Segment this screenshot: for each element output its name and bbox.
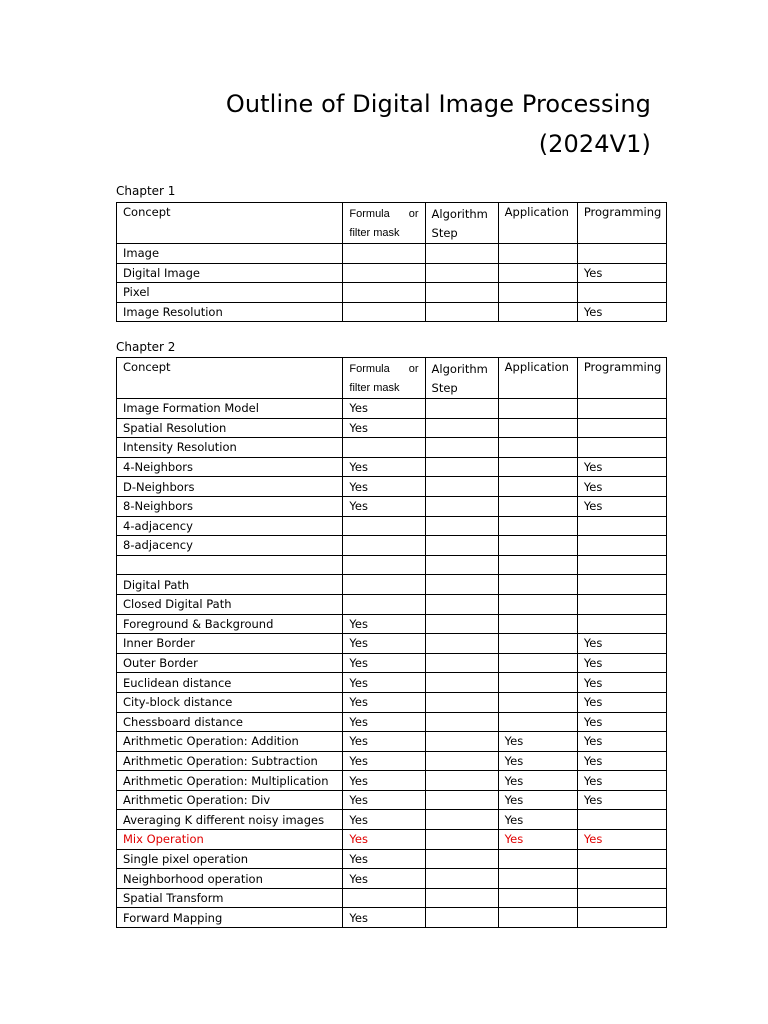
- chapter-1-table: [116, 202, 667, 322]
- cell-concept: [117, 555, 343, 575]
- cell-formula: Yes: [343, 692, 425, 712]
- chapter-2-label: Chapter 2: [116, 340, 176, 354]
- header-formula-word1: Formula: [349, 363, 390, 375]
- table-row: [117, 302, 667, 322]
- cell-algorithm: [425, 790, 498, 810]
- cell-application: [498, 692, 577, 712]
- cell-programming: Yes: [577, 692, 666, 712]
- cell-concept: Forward Mapping: [117, 908, 343, 928]
- cell-application: Yes: [498, 732, 577, 752]
- cell-concept: Image Resolution: [117, 302, 343, 322]
- header-formula: [343, 203, 425, 244]
- cell-application: [498, 457, 577, 477]
- table-row: [117, 555, 667, 575]
- cell-application: Yes: [498, 771, 577, 791]
- cell-algorithm: [425, 399, 498, 419]
- cell-concept: Outer Border: [117, 653, 343, 673]
- cell-formula: Yes: [343, 653, 425, 673]
- table-row: [117, 614, 667, 634]
- cell-formula: Yes: [343, 732, 425, 752]
- cell-algorithm: [425, 732, 498, 752]
- cell-concept: Spatial Transform: [117, 888, 343, 908]
- header-algorithm-line1: Algorithm: [431, 207, 488, 221]
- header-formula-word2: or: [408, 208, 419, 220]
- chapter-2-table: [116, 357, 667, 928]
- table-row: [117, 810, 667, 830]
- cell-programming: [577, 869, 666, 889]
- cell-formula: [343, 555, 425, 575]
- cell-algorithm: [425, 418, 498, 438]
- table-row: [117, 283, 667, 303]
- table-row: [117, 399, 667, 419]
- cell-formula: Yes: [343, 634, 425, 654]
- header-algorithm: [425, 203, 498, 244]
- table-row: [117, 457, 667, 477]
- cell-application: [498, 712, 577, 732]
- cell-programming: [577, 283, 666, 303]
- cell-concept: Intensity Resolution: [117, 438, 343, 458]
- cell-application: [498, 908, 577, 928]
- cell-programming: Yes: [577, 673, 666, 693]
- table-row: [117, 869, 667, 889]
- cell-formula: Yes: [343, 496, 425, 516]
- cell-programming: [577, 244, 666, 264]
- cell-algorithm: [425, 575, 498, 595]
- cell-concept: Averaging K different noisy images: [117, 810, 343, 830]
- cell-programming: [577, 516, 666, 536]
- cell-application: [498, 418, 577, 438]
- cell-algorithm: [425, 536, 498, 556]
- cell-concept: Spatial Resolution: [117, 418, 343, 438]
- header-formula-word1: Formula: [349, 208, 390, 220]
- cell-application: [498, 302, 577, 322]
- table-row: [117, 634, 667, 654]
- cell-application: [498, 888, 577, 908]
- cell-algorithm: [425, 438, 498, 458]
- cell-application: [498, 399, 577, 419]
- cell-application: [498, 653, 577, 673]
- header-algorithm: [425, 358, 498, 399]
- cell-programming: Yes: [577, 751, 666, 771]
- header-programming: Programming: [577, 358, 666, 399]
- cell-formula: Yes: [343, 771, 425, 791]
- header-algorithm-line1: Algorithm: [431, 362, 488, 376]
- cell-formula: [343, 244, 425, 264]
- table-row: [117, 575, 667, 595]
- table-row: [117, 594, 667, 614]
- table-row: [117, 849, 667, 869]
- table-row: [117, 673, 667, 693]
- cell-algorithm: [425, 830, 498, 850]
- cell-programming: [577, 438, 666, 458]
- cell-concept: Single pixel operation: [117, 849, 343, 869]
- cell-concept: 8-adjacency: [117, 536, 343, 556]
- table-row: [117, 790, 667, 810]
- cell-concept: Euclidean distance: [117, 673, 343, 693]
- cell-application: [498, 555, 577, 575]
- cell-formula: Yes: [343, 457, 425, 477]
- header-formula-line2: filter mask: [349, 227, 400, 239]
- cell-concept: 8-Neighbors: [117, 496, 343, 516]
- cell-concept: Pixel: [117, 283, 343, 303]
- cell-concept: Inner Border: [117, 634, 343, 654]
- cell-formula: Yes: [343, 810, 425, 830]
- table-header-row: [117, 203, 667, 244]
- cell-programming: Yes: [577, 653, 666, 673]
- cell-programming: [577, 810, 666, 830]
- cell-formula: Yes: [343, 614, 425, 634]
- cell-concept: Arithmetic Operation: Addition: [117, 732, 343, 752]
- header-formula-line2: filter mask: [349, 382, 400, 394]
- table-row: [117, 477, 667, 497]
- cell-formula: Yes: [343, 830, 425, 850]
- cell-algorithm: [425, 594, 498, 614]
- cell-programming: [577, 888, 666, 908]
- cell-formula: Yes: [343, 477, 425, 497]
- cell-algorithm: [425, 614, 498, 634]
- cell-application: [498, 477, 577, 497]
- header-formula: [343, 358, 425, 399]
- table-row: [117, 751, 667, 771]
- cell-application: [498, 244, 577, 264]
- cell-formula: [343, 516, 425, 536]
- cell-algorithm: [425, 496, 498, 516]
- table-row: [117, 536, 667, 556]
- table-row: [117, 732, 667, 752]
- cell-programming: Yes: [577, 771, 666, 791]
- cell-concept: Neighborhood operation: [117, 869, 343, 889]
- header-application: Application: [498, 203, 577, 244]
- header-formula-word2: or: [408, 363, 419, 375]
- cell-concept: D-Neighbors: [117, 477, 343, 497]
- header-concept: Concept: [117, 203, 343, 244]
- cell-concept: Arithmetic Operation: Multiplication: [117, 771, 343, 791]
- table-row: [117, 516, 667, 536]
- cell-programming: [577, 849, 666, 869]
- header-programming: Programming: [577, 203, 666, 244]
- cell-programming: [577, 399, 666, 419]
- chapter-1-label: Chapter 1: [116, 184, 176, 198]
- cell-application: [498, 869, 577, 889]
- cell-formula: Yes: [343, 908, 425, 928]
- cell-programming: Yes: [577, 302, 666, 322]
- table-row: [117, 712, 667, 732]
- cell-formula: Yes: [343, 712, 425, 732]
- cell-algorithm: [425, 849, 498, 869]
- cell-algorithm: [425, 634, 498, 654]
- cell-application: Yes: [498, 790, 577, 810]
- table-row: [117, 888, 667, 908]
- cell-programming: [577, 908, 666, 928]
- cell-formula: Yes: [343, 751, 425, 771]
- cell-algorithm: [425, 692, 498, 712]
- cell-application: [498, 575, 577, 595]
- cell-formula: Yes: [343, 418, 425, 438]
- cell-formula: [343, 438, 425, 458]
- table-row: [117, 496, 667, 516]
- cell-application: [498, 496, 577, 516]
- header-algorithm-line2: Step: [431, 381, 458, 395]
- table-row: [117, 418, 667, 438]
- cell-algorithm: [425, 477, 498, 497]
- cell-application: Yes: [498, 830, 577, 850]
- cell-application: [498, 614, 577, 634]
- cell-algorithm: [425, 810, 498, 830]
- cell-concept: 4-Neighbors: [117, 457, 343, 477]
- cell-concept: City-block distance: [117, 692, 343, 712]
- cell-programming: [577, 536, 666, 556]
- cell-formula: [343, 263, 425, 283]
- cell-concept: Closed Digital Path: [117, 594, 343, 614]
- table-header-row: [117, 358, 667, 399]
- table-row: [117, 692, 667, 712]
- cell-programming: Yes: [577, 457, 666, 477]
- cell-application: [498, 516, 577, 536]
- cell-concept: Digital Image: [117, 263, 343, 283]
- header-algorithm-line2: Step: [431, 226, 458, 240]
- cell-application: [498, 536, 577, 556]
- table-row: [117, 653, 667, 673]
- cell-programming: Yes: [577, 263, 666, 283]
- table-row: [117, 263, 667, 283]
- cell-formula: [343, 536, 425, 556]
- cell-formula: [343, 575, 425, 595]
- cell-application: [498, 263, 577, 283]
- cell-formula: Yes: [343, 399, 425, 419]
- table-row: [117, 830, 667, 850]
- cell-algorithm: [425, 712, 498, 732]
- cell-formula: Yes: [343, 790, 425, 810]
- cell-programming: [577, 575, 666, 595]
- cell-algorithm: [425, 516, 498, 536]
- cell-application: [498, 849, 577, 869]
- cell-formula: Yes: [343, 849, 425, 869]
- cell-programming: Yes: [577, 477, 666, 497]
- cell-concept: Arithmetic Operation: Div: [117, 790, 343, 810]
- cell-algorithm: [425, 263, 498, 283]
- cell-algorithm: [425, 244, 498, 264]
- cell-formula: [343, 283, 425, 303]
- cell-application: Yes: [498, 751, 577, 771]
- cell-formula: [343, 888, 425, 908]
- table-row: [117, 438, 667, 458]
- table-row: [117, 244, 667, 264]
- cell-application: [498, 283, 577, 303]
- cell-algorithm: [425, 888, 498, 908]
- cell-algorithm: [425, 302, 498, 322]
- table-row: [117, 771, 667, 791]
- cell-algorithm: [425, 283, 498, 303]
- document-title-line1: Outline of Digital Image Processing: [225, 90, 651, 118]
- cell-programming: [577, 614, 666, 634]
- cell-programming: Yes: [577, 496, 666, 516]
- cell-algorithm: [425, 555, 498, 575]
- document-title-line2: (2024V1): [538, 130, 651, 158]
- cell-concept: Foreground & Background: [117, 614, 343, 634]
- cell-formula: Yes: [343, 869, 425, 889]
- cell-programming: [577, 594, 666, 614]
- header-concept: Concept: [117, 358, 343, 399]
- cell-algorithm: [425, 457, 498, 477]
- cell-application: [498, 634, 577, 654]
- cell-programming: [577, 418, 666, 438]
- cell-algorithm: [425, 771, 498, 791]
- cell-programming: Yes: [577, 634, 666, 654]
- cell-formula: [343, 302, 425, 322]
- cell-application: [498, 594, 577, 614]
- cell-programming: [577, 555, 666, 575]
- cell-application: [498, 438, 577, 458]
- cell-concept: 4-adjacency: [117, 516, 343, 536]
- cell-formula: [343, 594, 425, 614]
- cell-programming: Yes: [577, 830, 666, 850]
- header-application: Application: [498, 358, 577, 399]
- cell-programming: Yes: [577, 732, 666, 752]
- cell-algorithm: [425, 908, 498, 928]
- cell-algorithm: [425, 673, 498, 693]
- cell-concept: Mix Operation: [117, 830, 343, 850]
- cell-formula: Yes: [343, 673, 425, 693]
- cell-algorithm: [425, 869, 498, 889]
- cell-programming: Yes: [577, 712, 666, 732]
- cell-concept: Digital Path: [117, 575, 343, 595]
- cell-programming: Yes: [577, 790, 666, 810]
- table-row: [117, 908, 667, 928]
- cell-algorithm: [425, 653, 498, 673]
- cell-concept: Image: [117, 244, 343, 264]
- cell-concept: Image Formation Model: [117, 399, 343, 419]
- cell-application: Yes: [498, 810, 577, 830]
- cell-concept: Chessboard distance: [117, 712, 343, 732]
- cell-concept: Arithmetic Operation: Subtraction: [117, 751, 343, 771]
- cell-algorithm: [425, 751, 498, 771]
- cell-application: [498, 673, 577, 693]
